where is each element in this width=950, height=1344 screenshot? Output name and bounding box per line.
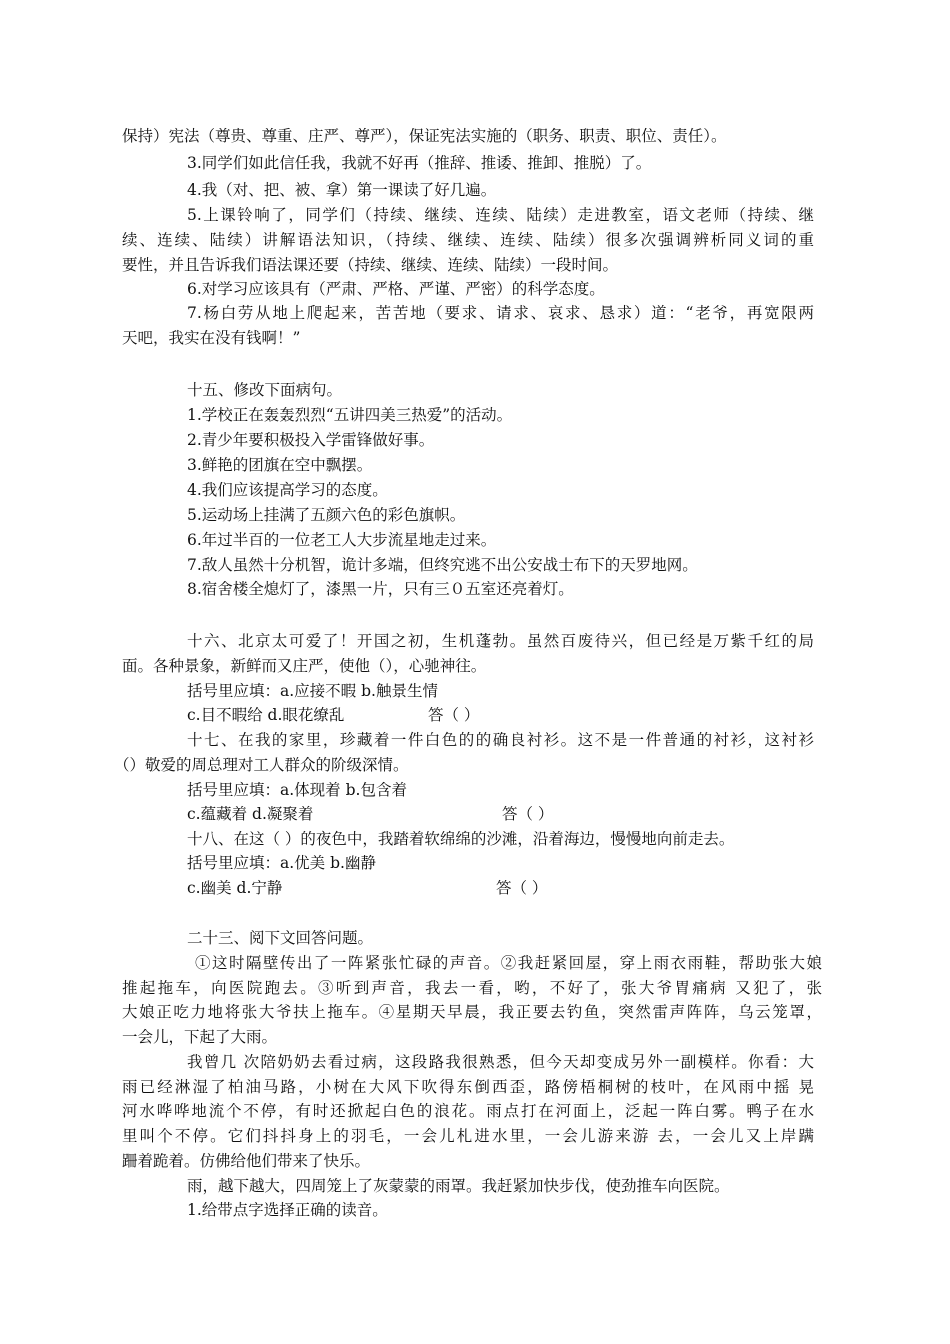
section14-item-5-line1: 5.上课铃响了，同学们（持续、继续、连续、陆续）走进教室，语文老师（持续、继	[187, 206, 814, 224]
section18-options-line2: c.幽美 d.宁静	[187, 879, 283, 897]
section16-options-line2: c.目不暇给 d.眼花缭乱	[187, 706, 345, 724]
section16-options-line1: 括号里应填：a.应接不暇 b.触景生情	[187, 682, 438, 700]
section15-item-4: 4.我们应该提高学习的态度。	[187, 481, 388, 499]
section23-p1-line4: 一会儿，下起了大雨。	[122, 1028, 278, 1046]
section15-item-6: 6.年过半百的一位老工人大步流星地走过来。	[187, 531, 497, 549]
section23-p1-line1: ①这时隔壁传出了一阵紧张忙碌的声音。②我赶紧回屋，穿上雨衣雨鞋，帮助张大娘	[195, 954, 822, 972]
section23-p2-line3: 河水哗哗地流个不停，有时还掀起白色的浪花。雨点打在河面上，泛起一阵白雾。鸭子在水	[122, 1102, 814, 1120]
section23-p2-line2: 雨已经淋湿了柏油马路，小树在大风下吹得东倒西歪，路傍梧桐树的枝叶，在风雨中摇 晃	[122, 1078, 814, 1096]
section15-item-7: 7.敌人虽然十分机智，诡计多端，但终究逃不出公安战士布下的天罗地网。	[187, 556, 698, 574]
section16-answer: 答（ ）	[428, 706, 480, 724]
section17-text-line2: （）敬爱的周总理对工人群众的阶级深情。	[114, 756, 409, 774]
section14-item-4: 4.我（对、把、被、拿）第一课读了好几遍。	[187, 181, 497, 199]
section17-options-line2: c.蕴藏着 d.凝聚着	[187, 805, 314, 823]
section18-text-line1: 十八、在这（ ）的夜色中，我踏着软绵绵的沙滩，沿着海边，慢慢地向前走去。	[187, 830, 735, 848]
section17-options-line1: 括号里应填：a.体现着 b.包含着	[187, 781, 407, 799]
section23-question-1: 1.给带点字选择正确的读音。	[187, 1201, 388, 1219]
section14-item-3: 3.同学们如此信任我，我就不好再（推辞、推诿、推卸、推脱）了。	[187, 154, 652, 172]
section15-item-3: 3.鲜艳的团旗在空中飘摆。	[187, 456, 373, 474]
section14-continued-line: 保持）宪法（尊贵、尊重、庄严、尊严），保证宪法实施的（职务、职责、职位、责任）。	[122, 127, 727, 145]
section14-item-7-line1: 7.杨白劳从地上爬起来，苦苦地（要求、请求、哀求、恳求）道：“老爷，再宽限两	[187, 304, 814, 322]
section18-options-line1: 括号里应填：a.优美 b.幽静	[187, 854, 376, 872]
section23-p3-line1: 雨，越下越大，四周笼上了灰蒙蒙的雨罩。我赶紧加快步伐，使劲推车向医院。	[187, 1177, 730, 1195]
section15-heading: 十五、修改下面病句。	[187, 381, 343, 399]
section15-item-5: 5.运动场上挂满了五颜六色的彩色旗帜。	[187, 506, 466, 524]
section16-text-line2: 面。各种景象，新鲜而又庄严，使他（），心驰神往。	[122, 657, 487, 675]
section14-item-6: 6.对学习应该具有（严肃、严格、严谨、严密）的科学态度。	[187, 280, 605, 298]
section17-answer: 答（ ）	[502, 805, 554, 823]
section23-heading: 二十三、阅下文回答问题。	[187, 929, 374, 947]
section18-answer: 答（ ）	[496, 879, 548, 897]
section15-item-8: 8.宿舍楼全熄灯了，漆黑一片，只有三０五室还亮着灯。	[187, 580, 574, 598]
section23-p1-line2: 推起拖车，向医院跑去。③听到声音，我去一看，哟，不好了，张大爷胃痛病 又犯了，张	[122, 979, 822, 997]
section17-text-line1: 十七、在我的家里，珍藏着一件白色的的确良衬衫。这不是一件普通的衬衫，这衬衫	[187, 731, 814, 749]
section16-text-line1: 十六、北京太可爱了！开国之初，生机蓬勃。虽然百废待兴，但已经是万紫千红的局	[187, 632, 814, 650]
section14-item-7-line2: 天吧，我实在没有钱啊！”	[122, 329, 301, 347]
section15-item-1: 1.学校正在轰轰烈烈“五讲四美三热爱”的活动。	[187, 406, 513, 424]
section23-p2-line5: 跚着跪着。仿佛给他们带来了快乐。	[122, 1152, 371, 1170]
section14-item-5-line3: 要性，并且告诉我们语法课还要（持续、继续、连续、陆续）一段时间。	[122, 256, 619, 274]
section23-p2-line1: 我曾几 次陪奶奶去看过病，这段路我很熟悉，但今天却变成另外一副模样。你看：大	[187, 1053, 814, 1071]
section23-p1-line3: 大娘正吃力地将张大爷扶上拖车。④星期天早晨，我正要去钓鱼，突然雷声阵阵，乌云笼罩，	[122, 1003, 822, 1021]
section14-item-5-line2: 续、连续、陆续）讲解语法知识，（持续、继续、连续、陆续）很多次强调辨析同义词的重	[122, 231, 814, 249]
section23-p2-line4: 里叫个不停。它们抖抖身上的羽毛，一会儿札进水里，一会儿游来游 去，一会儿又上岸蹒	[122, 1127, 814, 1145]
section15-item-2: 2.青少年要积极投入学雷锋做好事。	[187, 431, 435, 449]
